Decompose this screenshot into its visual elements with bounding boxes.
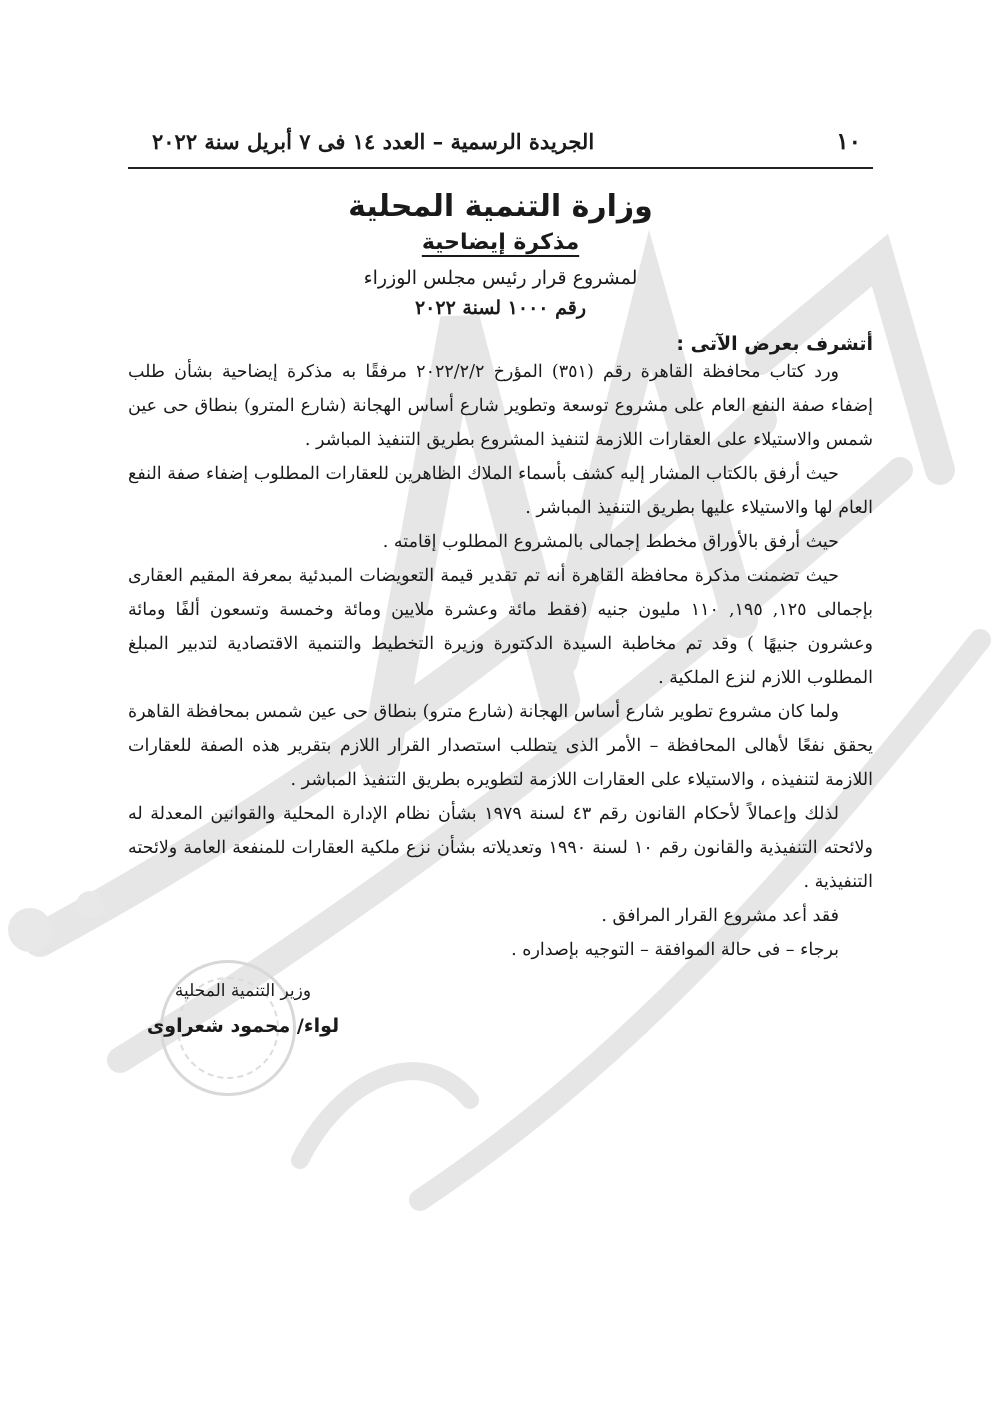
ministry-title: وزارة التنمية المحلية [348, 189, 653, 224]
signature-title: وزير التنمية المحلية [174, 981, 312, 1001]
gazette-issue-line: الجريدة الرسمية – العدد ١٤ فى ٧ أبريل سنة ٢٠٢٢ [152, 129, 595, 154]
honor-line: أتشرف بعرض الآتى : [676, 333, 873, 355]
decree-number: رقم ١٠٠٠ لسنة ٢٠٢٢ [414, 297, 587, 319]
memo-title: مذكرة إيضاحية [421, 230, 580, 255]
decree-subtitle: لمشروع قرار رئيس مجلس الوزراء [363, 267, 638, 289]
page-header [128, 128, 873, 169]
page-number: ١٠ [836, 128, 861, 155]
body-paragraph: ولما كان مشروع تطوير شارع أساس الهجانة (شارع مترو) بنطاق حى عين شمس بمحافظة القاهرة يحقق نفعًا لأهالى المحافظة – الأمر الذى يتطلب استصدار القرار اللازم بتقرير هذه الصفة للعقارات اللازمة لتنفيذه ، والاستيلاء على العقارات اللازمة لتطويره بطريق التنفيذ المباشر . [128, 702, 873, 790]
body-paragraph: حيث أرفق بالأوراق مخطط إجمالى بالمشروع المطلوب إقامته . [382, 532, 839, 552]
gazette-page [128, 128, 873, 1037]
body-paragraph: حيث أرفق بالكتاب المشار إليه كشف بأسماء الملاك الظاهرين للعقارات المطلوب إضفاء صفة النفع العام لها والاستيلاء عليها بطريق التنفيذ المباشر . [128, 464, 873, 518]
body-paragraph: حيث تضمنت مذكرة محافظة القاهرة أنه تم تقدير قيمة التعويضات المبدئية بمعرفة المقيم العقارى بإجمالى ١٢٥, ١٩٥, ١١٠ مليون جنيه (فقط مائة وعشرة ملايين ومائة وخمسة وتسعون ألفًا ومائة وعشرون جنيهًا ) وقد تم مخاطبة السيدة الدكتورة وزيرة التخطيط والتنمية الاقتصادية لتدبير المبلغ المطلوب اللازم لنزع الملكية . [128, 566, 873, 688]
body-paragraph: لذلك وإعمالاً لأحكام القانون رقم ٤٣ لسنة ١٩٧٩ بشأن نظام الإدارة المحلية والقوانين المعدلة له ولائحته التنفيذية والقانون رقم ١٠ لسنة ١٩٩٠ وتعديلاته بشأن نزع ملكية العقارات للمنفعة العامة ولائحته التنفيذية . [128, 804, 873, 892]
closing-line: فقد أعد مشروع القرار المرافق . [601, 906, 839, 926]
closing-line: برجاء – فى حالة الموافقة – التوجيه بإصداره . [511, 940, 839, 960]
signature-name: لواء/ محمود شعراوى [146, 1015, 340, 1037]
body-paragraph: ورد كتاب محافظة القاهرة رقم (٣٥١) المؤرخ ٢٠٢٢/٢/٢ مرفقًا به مذكرة إيضاحية بشأن طلب إضفاء صفة النفع العام على مشروع توسعة وتطوير شارع أساس الهجانة (شارع المترو) بنطاق حى عين شمس والاستيلاء على العقارات اللازمة لتنفيذ المشروع بطريق التنفيذ المباشر . [128, 362, 873, 450]
